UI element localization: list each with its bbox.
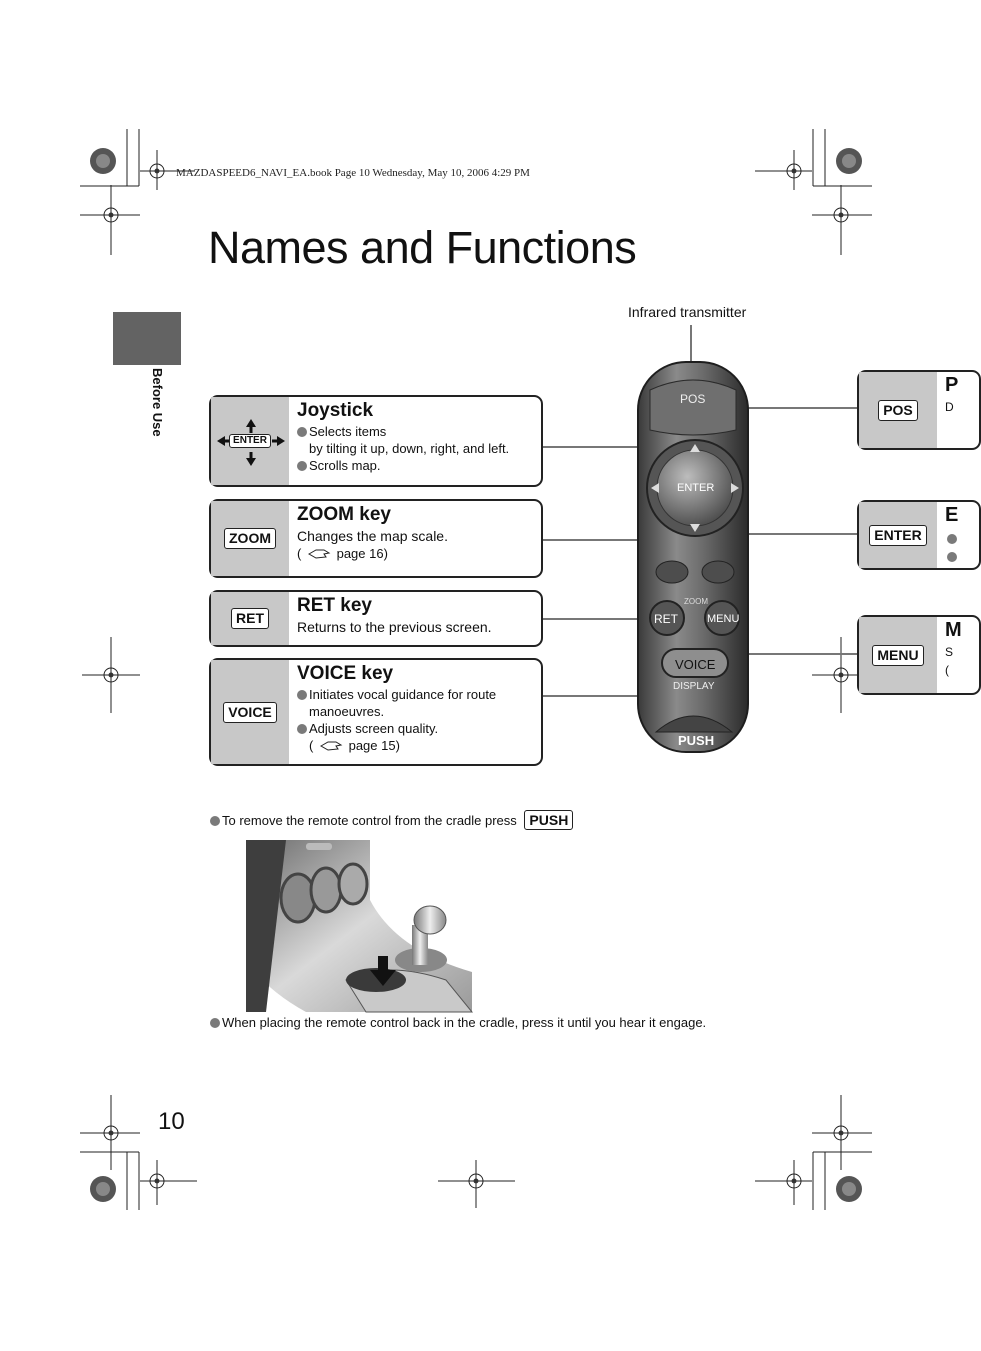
voice-line-3: Adjusts screen quality. — [309, 721, 439, 736]
remove-note-text: To remove the remote control from the cradle press — [222, 813, 517, 828]
page-title: Names and Functions — [208, 222, 637, 273]
joystick-key: ENTER — [229, 434, 271, 448]
voice-ref-open: ( — [309, 738, 314, 753]
joystick-key-panel — [211, 397, 289, 485]
remote-voice-button: VOICE — [675, 657, 716, 672]
pos-key: POS — [878, 400, 918, 421]
bullet-icon — [210, 1018, 220, 1028]
page-reference-icon — [308, 548, 330, 560]
joystick-line-1: Selects items — [309, 424, 387, 439]
bullet-icon — [947, 534, 957, 544]
menu-card — [857, 615, 981, 695]
joystick-line-3: Scrolls map. — [309, 458, 381, 473]
ret-key: RET — [231, 608, 269, 629]
joystick-card — [209, 395, 543, 487]
enter-card-title: E — [945, 504, 959, 526]
remote-pos-button: POS — [680, 392, 706, 406]
menu-card-title: M — [945, 619, 962, 641]
page-reference-icon — [320, 740, 342, 752]
voice-title: VOICE key — [297, 663, 394, 684]
pos-card-text: D — [945, 400, 954, 414]
remote-push-button: PUSH — [678, 733, 715, 748]
placing-note-text: When placing the remote control back in the cradle, press it until you hear it engage. — [222, 1015, 707, 1030]
zoom-key: ZOOM — [224, 528, 276, 549]
enter-card — [857, 500, 981, 570]
section-label: Before Use — [150, 368, 165, 437]
joystick-line-2: by tilting it up, down, right, and left. — [309, 441, 510, 456]
voice-line-1: Initiates vocal guidance for route — [309, 687, 497, 702]
zoom-ref-open: ( — [297, 546, 302, 561]
remote-control — [636, 360, 750, 754]
remote-ret-button: RET — [654, 612, 678, 626]
remote-menu-button: MENU — [707, 613, 740, 625]
ret-title: RET key — [297, 595, 372, 616]
remote-enter-button: ENTER — [677, 482, 715, 494]
console-illustration — [246, 840, 472, 1012]
bullet-icon — [947, 552, 957, 562]
voice-card — [209, 658, 543, 766]
voice-key: VOICE — [223, 702, 277, 723]
bullet-icon — [210, 816, 220, 826]
ret-line-1: Returns to the previous screen. — [297, 619, 492, 635]
infrared-transmitter-label: Infrared transmitter — [628, 304, 747, 320]
bullet-icon — [297, 690, 307, 700]
placing-note — [210, 1015, 706, 1030]
zoom-title: ZOOM key — [297, 504, 391, 525]
zoom-line-1: Changes the map scale. — [297, 528, 448, 544]
page-number: 10 — [158, 1108, 185, 1135]
enter-key: ENTER — [869, 525, 926, 546]
menu-key: MENU — [872, 645, 923, 666]
ret-card — [209, 590, 543, 647]
zoom-ref-text: page 16) — [336, 546, 388, 561]
menu-card-text: S — [945, 645, 954, 659]
bullet-icon — [297, 427, 307, 437]
voice-line-2: manoeuvres. — [309, 704, 385, 719]
voice-ref-text: page 15) — [348, 738, 400, 753]
menu-card-ref: ( — [945, 663, 949, 677]
pos-card-title: P — [945, 374, 959, 396]
zoom-card — [209, 499, 543, 578]
book-header: MAZDASPEED6_NAVI_EA.book Page 10 Wednesday, May 10, 2006 4:29 PM — [176, 167, 530, 179]
remote-zoom-label: ZOOM — [684, 597, 708, 606]
joystick-title: Joystick — [297, 400, 374, 421]
pos-card — [857, 370, 981, 450]
remote-display-label: DISPLAY — [673, 681, 715, 692]
remove-note — [210, 812, 573, 829]
bullet-icon — [297, 461, 307, 471]
bullet-icon — [297, 724, 307, 734]
push-key: PUSH — [524, 810, 573, 830]
